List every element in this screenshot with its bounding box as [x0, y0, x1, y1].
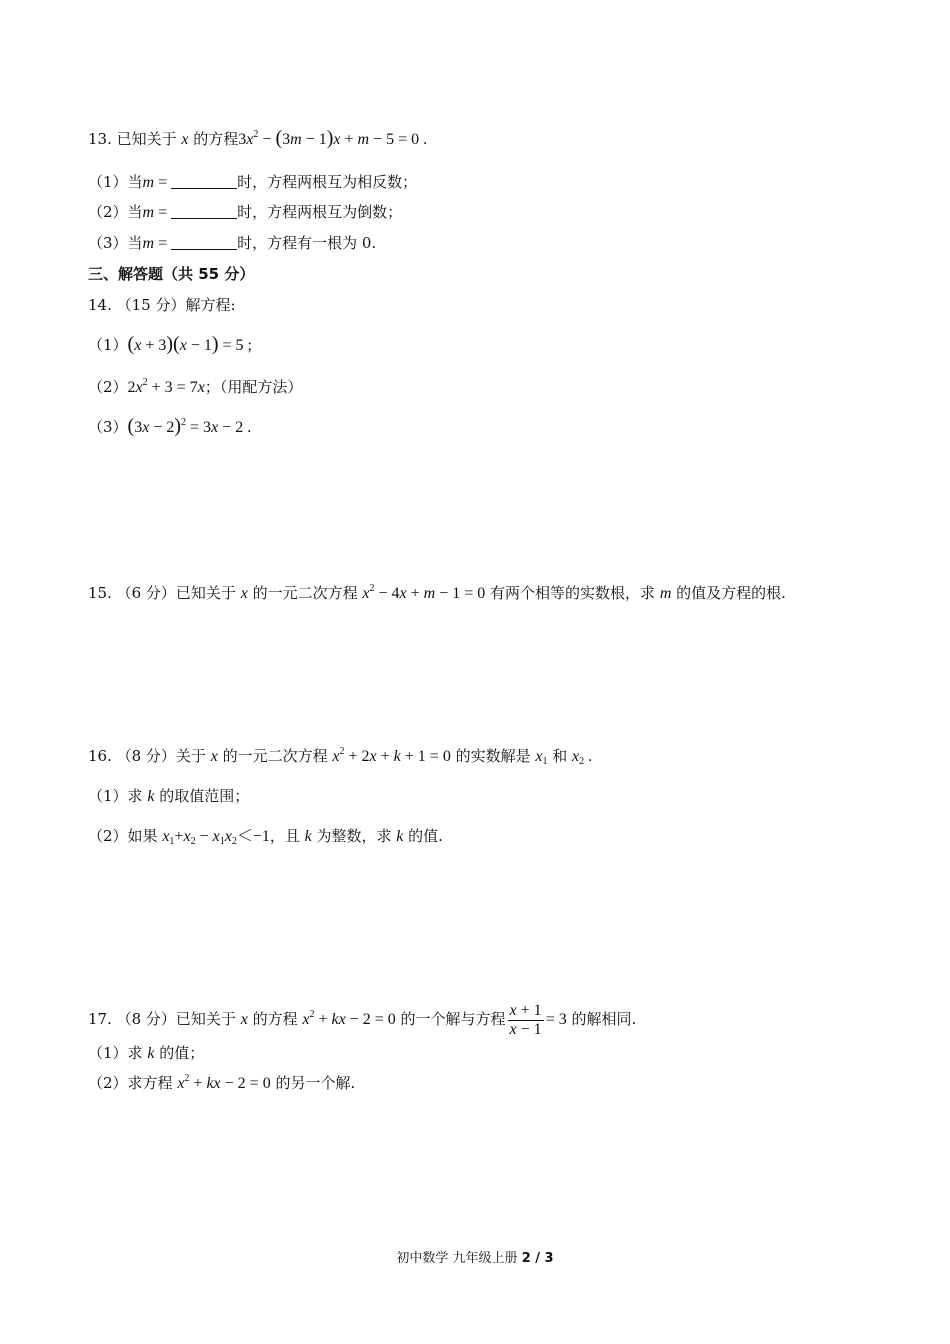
q17-stem: 17. （8 分）已知关于 x 的方程 $x^2$ + kx − 2 = 0 的一个解与方程 $\frac{x + 1}{x - 1}$ = 3 的解相同. — [88, 1001, 637, 1038]
q13-sub1: （1）当m = 时，方程两根互为相反数； — [88, 173, 418, 191]
q13-stem: 13. 已知关于 x 的方程$3x^2 - (3m - 1)x + m - 5 = 0$ . — [88, 127, 428, 149]
q17-sub1: （1）求 k 的值； — [88, 1044, 205, 1062]
q14-sub1: （1）(x + 3)(x − 1) = 5 ; — [88, 333, 252, 355]
q17-sub2: （2）求方程 $x^2$ + kx − 2 = 0 的另一个解. — [88, 1073, 356, 1092]
q15-stem: 15. （6 分）已知关于 x 的一元二次方程 $x^2 - 4x + m - 1 = 0$ 有两个相等的实数根，求 m 的值及方程的根. — [88, 583, 786, 602]
section-heading: 三、解答题（共 55 分） — [88, 265, 255, 283]
answer-blank-3 — [171, 235, 237, 250]
q16-sub1: （1）求 k 的取值范围； — [88, 787, 250, 805]
q14-stem: 14. （15 分）解方程: — [88, 296, 236, 314]
q14-sub3: $(3)(3x - 2)^2 = 3x - 2$ . — [88, 415, 252, 437]
fraction: $\frac{x + 1}{x - 1}$ — [509, 1001, 542, 1038]
q13-sub2: （2）当m = 时，方程两根互为倒数； — [88, 203, 403, 221]
q16-sub2: （2）如果 $x_1+x_2 - x_1x_2<-1$，且 k 为整数，求 k 的值. — [88, 827, 443, 847]
page-footer: 初中数学 九年级上册 2 / 3 — [396, 1251, 554, 1266]
q13-sub3: （3）当m = 时，方程有一根为 0. — [88, 234, 377, 252]
q14-sub2: $(2)2x^2 + 3 = 7x$；（用配方法） — [88, 377, 303, 396]
answer-blank-1 — [171, 174, 237, 189]
page-number: 2 / 3 — [521, 1251, 554, 1266]
answer-blank-2 — [171, 204, 237, 219]
q16-stem: 16. （8 分）关于 x 的一元二次方程 $x^2 + 2x + k + 1 = 0$ 的实数解是 $x_1$ 和 $x_2$ . — [88, 746, 593, 767]
